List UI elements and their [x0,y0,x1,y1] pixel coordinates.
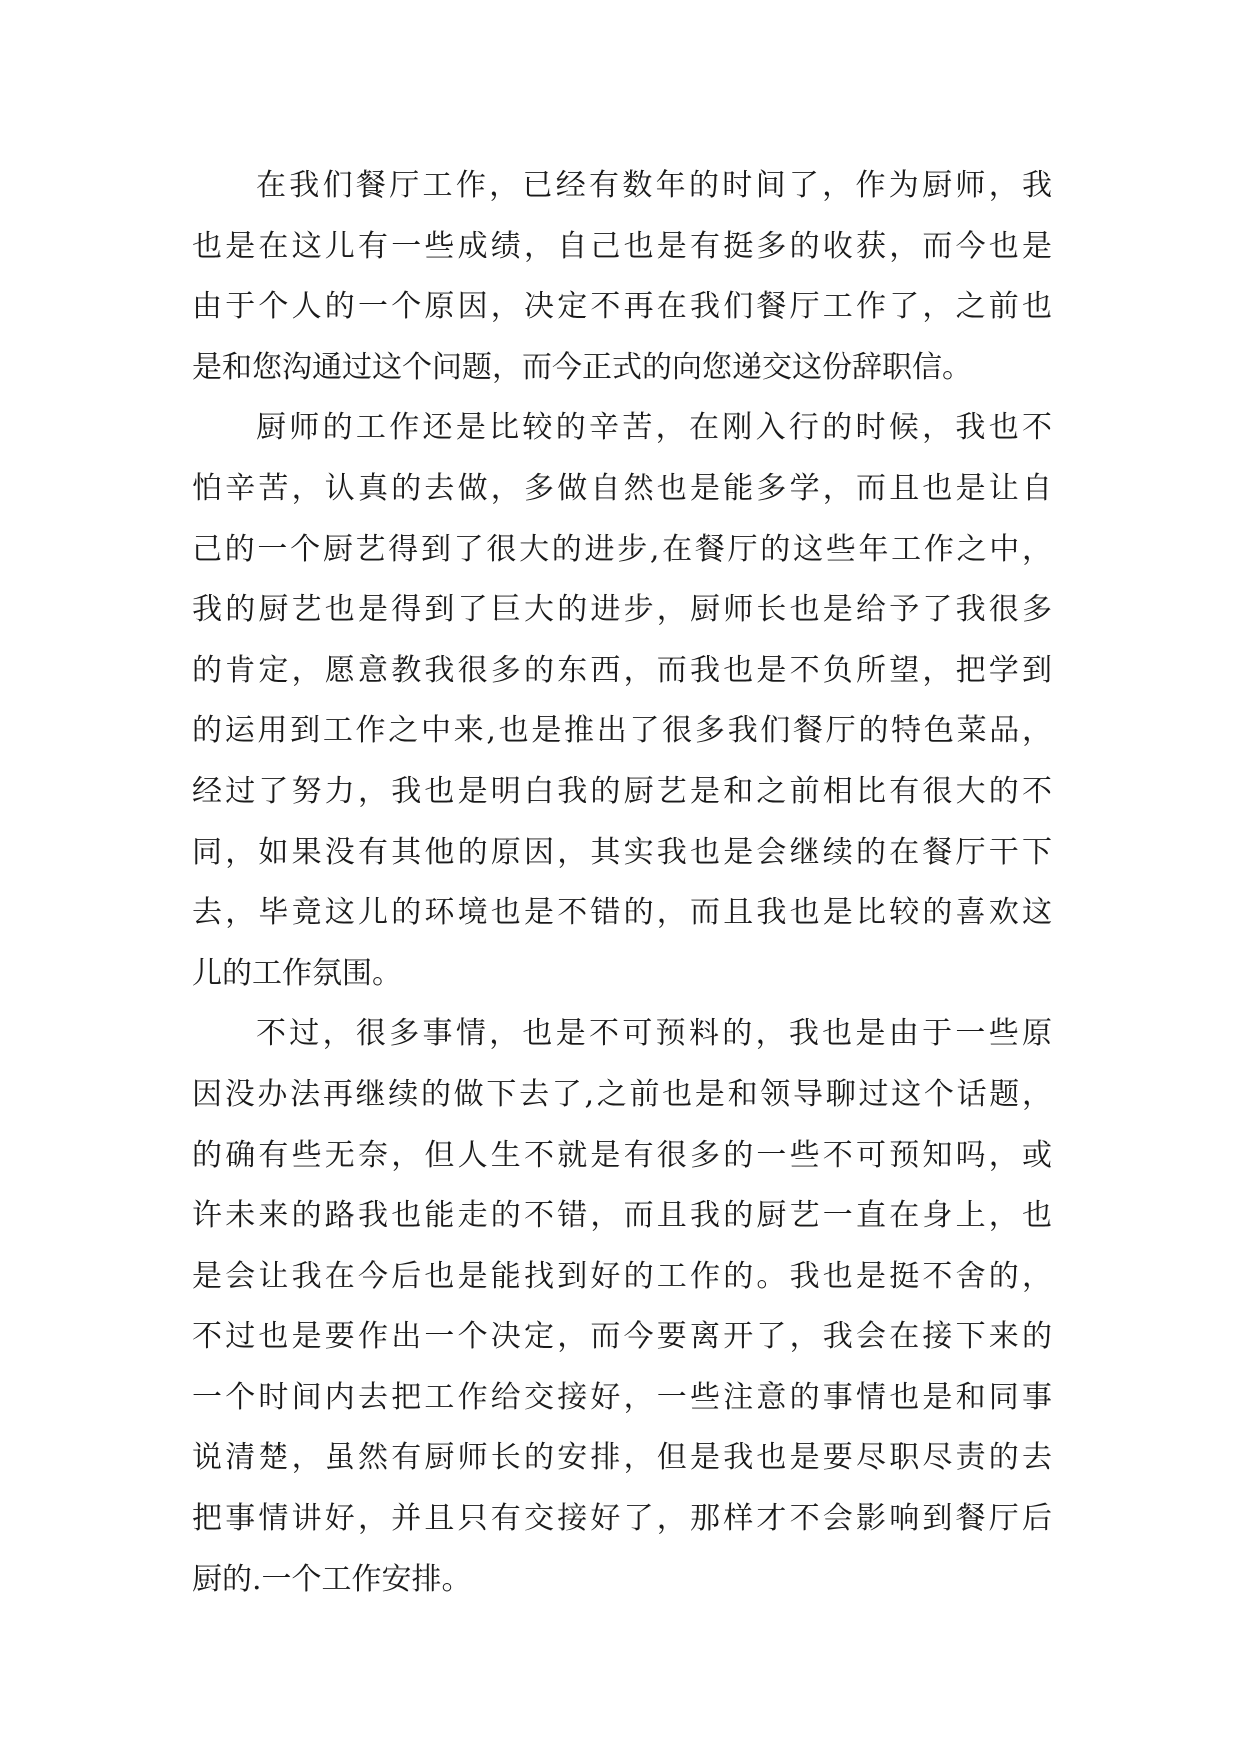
paragraph-1 [192,156,1052,398]
text-line: 我的厨艺也是得到了巨大的进步，厨师长也是给予了我很多 [192,592,1052,628]
text-line: 去，毕竟这儿的环境也是不错的，而且我也是比较的喜欢这 [192,895,1052,931]
text-line: 是会让我在今后也是能找到好的工作的。我也是挺不舍的， [192,1258,1052,1294]
text-line: 一个时间内去把工作给交接好，一些注意的事情也是和同事 [192,1379,1052,1415]
text-line: 也是在这儿有一些成绩，自己也是有挺多的收获，而今也是 [192,228,1052,264]
text-line: 经过了努力，我也是明白我的厨艺是和之前相比有很大的不 [192,773,1052,809]
text-line: 儿的工作氛围。 [192,955,402,991]
text-line: 的肯定，愿意教我很多的东西，而我也是不负所望，把学到 [192,652,1052,688]
text-line: 把事情讲好，并且只有交接好了，那样才不会影响到餐厅后 [192,1501,1052,1537]
text-line: 厨师的工作还是比较的辛苦，在刚入行的时候，我也不 [256,410,1052,446]
text-line: 因没办法再继续的做下去了,之前也是和领导聊过这个话题， [192,1076,1052,1112]
document-body [192,156,1052,1610]
text-line: 不过，很多事情，也是不可预料的，我也是由于一些原 [256,1016,1052,1052]
paragraph-3 [192,1004,1052,1610]
text-line: 厨的.一个工作安排。 [192,1561,472,1597]
text-line: 说清楚，虽然有厨师长的安排，但是我也是要尽职尽责的去 [192,1440,1052,1476]
text-line: 是和您沟通过这个问题，而今正式的向您递交这份辞职信。 [192,349,972,385]
paragraph-2 [192,398,1052,1004]
text-line: 的运用到工作之中来,也是推出了很多我们餐厅的特色菜品， [192,713,1052,749]
text-line: 由于个人的一个原因，决定不再在我们餐厅工作了，之前也 [192,289,1052,325]
text-line: 同，如果没有其他的原因，其实我也是会继续的在餐厅干下 [192,834,1052,870]
text-line: 不过也是要作出一个决定，而今要离开了，我会在接下来的 [192,1319,1052,1355]
text-line: 在我们餐厅工作，已经有数年的时间了，作为厨师，我 [256,168,1052,203]
text-line: 己的一个厨艺得到了很大的进步,在餐厅的这些年工作之中， [192,531,1052,567]
text-line: 怕辛苦，认真的去做，多做自然也是能多学，而且也是让自 [192,470,1052,506]
text-line: 许未来的路我也能走的不错，而且我的厨艺一直在身上，也 [192,1198,1052,1234]
text-line: 的确有些无奈，但人生不就是有很多的一些不可预知吗，或 [192,1137,1052,1173]
